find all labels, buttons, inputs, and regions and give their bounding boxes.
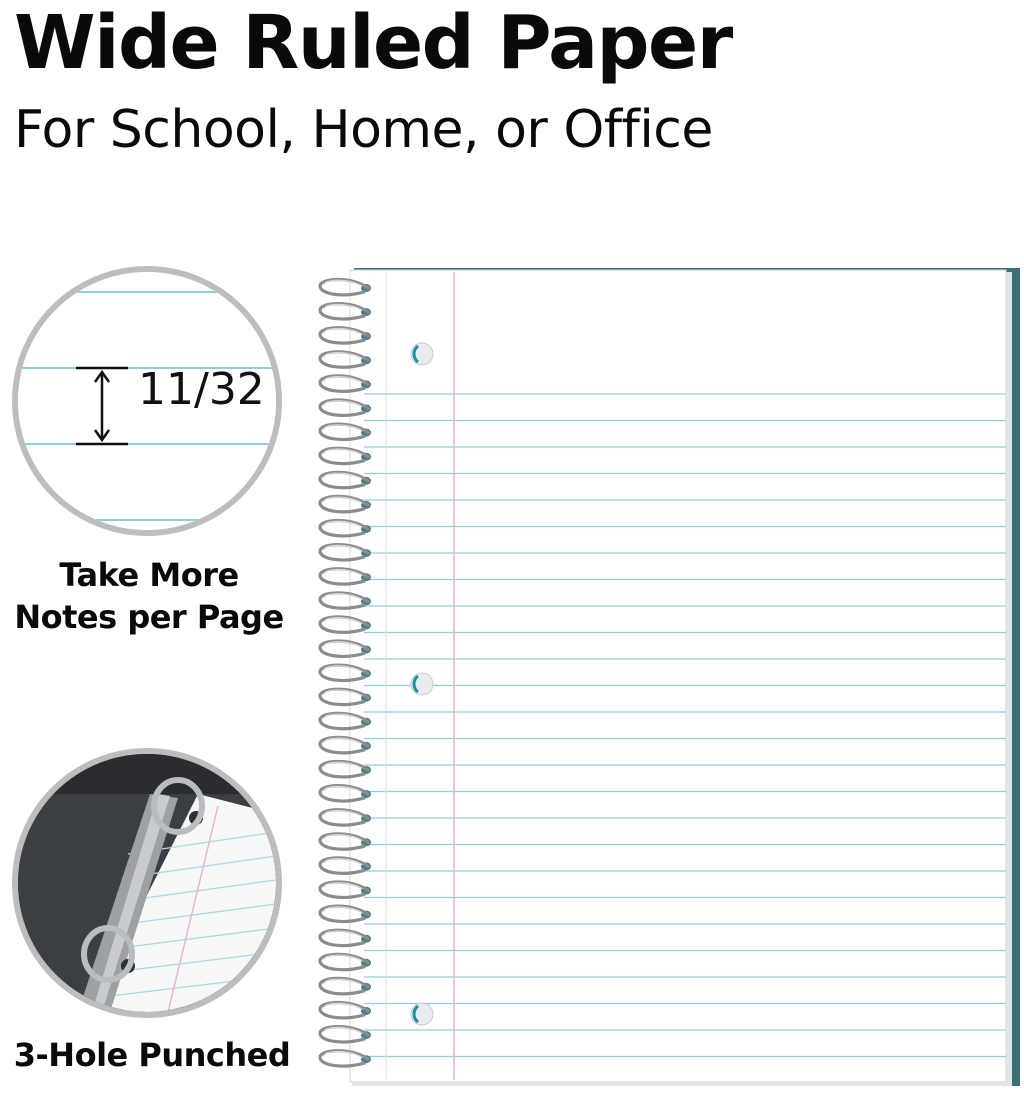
binder-illustration <box>18 754 276 1012</box>
binder-rings-icon <box>12 748 282 1018</box>
ruling-magnifier-icon <box>12 266 282 536</box>
page-subtitle: For School, Home, or Office <box>14 100 713 160</box>
feature-caption-holes: 3-Hole Punched <box>13 1036 291 1074</box>
page-title: Wide Ruled Paper <box>14 0 732 86</box>
caption-line-1: Take More <box>59 556 239 594</box>
line-spacing-label: 11/32 <box>138 364 265 415</box>
caption-line-2: Notes per Page <box>14 598 284 636</box>
feature-caption-notes <box>0 554 298 638</box>
notebook-page <box>350 270 1006 1082</box>
spiral-notebook-icon <box>312 262 1024 1090</box>
